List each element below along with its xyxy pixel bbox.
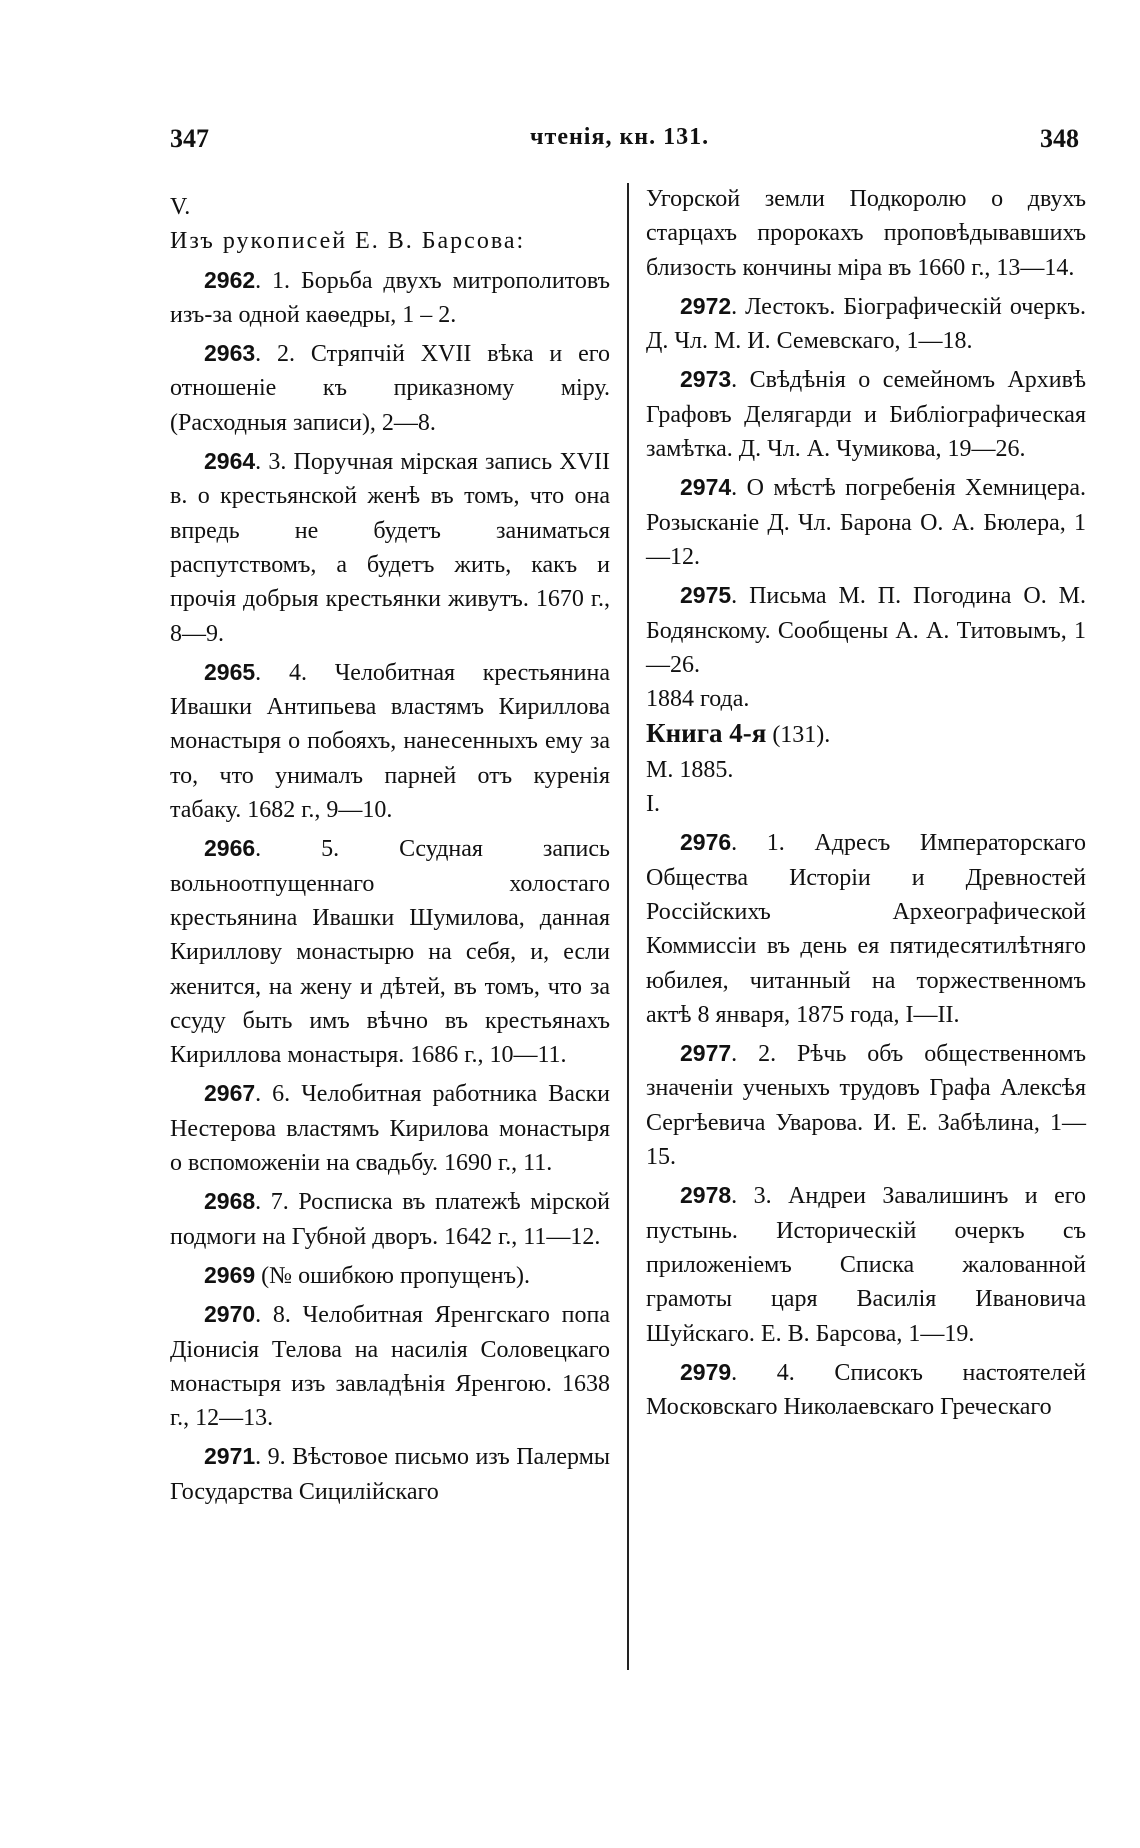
book-number: (131). bbox=[766, 722, 831, 749]
bibliography-entry bbox=[170, 1184, 610, 1254]
entry-text: . 8. Челобитная Яренгскаго попа Діонисія Телова на насилія Соловецкаго монастыря изъ завладѣнія Яренгою. 1638 г., 12—13. bbox=[170, 1302, 610, 1432]
entry-text: (№ ошибкою пропущенъ). bbox=[255, 1262, 531, 1289]
bibliography-entry bbox=[646, 289, 1086, 359]
entry-text: . 4. Челобитная крестьянина Ивашки Антипьева властямъ Кириллова монастыря о побояхъ, нанесенныхъ ему за то, что унималъ парней отъ куренія табаку. 1682 г., 9—10. bbox=[170, 659, 610, 824]
right-column bbox=[646, 182, 1086, 1424]
right-entry-list-a bbox=[646, 289, 1086, 682]
bibliography-entry bbox=[170, 1076, 610, 1180]
bibliography-entry bbox=[646, 578, 1086, 682]
right-entry-list-b bbox=[646, 825, 1086, 1424]
entry-number: 2978 bbox=[680, 1182, 732, 1209]
bibliography-entry bbox=[646, 825, 1086, 1032]
entry-text: . 2. Рѣчь объ общественномъ значеніи ученыхъ трудовъ Графа Алексѣя Сергѣевича Уварова. И. Е. Забѣлина, 1—15. bbox=[646, 1041, 1086, 1171]
entry-text: . 9. Вѣстовое письмо изъ Палермы Государства Сицилійскаго bbox=[170, 1444, 610, 1505]
entry-number: 2965 bbox=[204, 658, 256, 685]
entry-number: 2967 bbox=[204, 1080, 256, 1107]
page-number-left: 347 bbox=[170, 124, 209, 153]
entry-text: . 3. Поручная мірская запись XVII в. о крестьянской женѣ въ томъ, что она впредь не будетъ заниматься распутствомъ, а будетъ жить, какъ и прочія добрыя крестьянки живутъ. 1670 г., 8—9. bbox=[170, 449, 610, 647]
bibliography-entry bbox=[646, 1036, 1086, 1174]
entry-number: 2966 bbox=[204, 835, 256, 862]
book-heading bbox=[646, 716, 1086, 752]
section-heading-v: V. bbox=[170, 194, 191, 220]
bibliography-entry bbox=[170, 263, 610, 333]
entry-text: . 5. Ссудная запись вольноотпущеннаго холостаго крестьянина Ивашки Шумилова, данная Кириллову монастырю на себя, и, если женится, на жену и дѣтей, въ томъ, что за ссуду быть имъ вѣчно въ крестьянахъ Кириллова монастыря. 1686 г., 10—11. bbox=[170, 836, 610, 1069]
entry-number: 2962 bbox=[204, 266, 256, 293]
entry-text: . 3. Андреи Завалишинъ и его пустынь. Историческій очеркъ съ приложеніемъ Списка жалованной грамоты царя Василія Ивановича Шуйскаго. Е. В. Барсова, 1—19. bbox=[646, 1183, 1086, 1347]
entry-number: 2968 bbox=[204, 1188, 256, 1215]
entry-text: . 6. Челобитная работника Васки Нестерова властямъ Кирилова монастыря о вспоможеніи на свадьбу. 1690 г., 11. bbox=[170, 1081, 610, 1177]
page-number-right: 348 bbox=[1040, 124, 1079, 153]
entry-number: 2964 bbox=[204, 448, 256, 475]
bibliography-entry bbox=[646, 362, 1086, 466]
entry-text: . 7. Росписка въ платежѣ мірской подмоги на Губной дворъ. 1642 г., 11—12. bbox=[170, 1189, 610, 1250]
left-entry-list bbox=[170, 263, 610, 1509]
entry-number: 2975 bbox=[680, 582, 732, 609]
book-title: Книга 4-я bbox=[646, 718, 767, 749]
year-heading: 1884 года. bbox=[646, 686, 750, 713]
bibliography-entry bbox=[170, 1297, 610, 1435]
entry-text: . 4. Списокъ настоятелей Московскаго Николаевскаго Греческаго bbox=[646, 1359, 1086, 1421]
bibliography-entry bbox=[170, 1258, 610, 1293]
entry-text: . 1. Борьба двухъ митрополитовъ изъ-за одной каѳедры, 1 – 2. bbox=[170, 267, 610, 328]
entry-text: . Лестокъ. Біографическій очеркъ. Д. Чл. М. И. Семевскаго, 1—18. bbox=[646, 293, 1086, 355]
entry-number: 2977 bbox=[680, 1040, 732, 1067]
entry-number: 2972 bbox=[680, 292, 732, 319]
running-title: чтенія, кн. 131. bbox=[530, 124, 710, 150]
entry-text: . 1. Адресъ Императорскаго Общества Исторіи и Древностей Россійскихъ Археографической Коммиссіи въ день ея пятидесятилѣтняго юбилея, читанный на торжественномъ актѣ 8 января, 1875 года, I—II. bbox=[646, 830, 1086, 1028]
place-year: М. 1885. bbox=[646, 756, 734, 783]
entry-number: 2970 bbox=[204, 1301, 256, 1328]
bibliography-entry bbox=[646, 1355, 1086, 1425]
bibliography-entry bbox=[646, 1178, 1086, 1350]
bibliography-entry bbox=[646, 470, 1086, 574]
bibliography-entry bbox=[170, 655, 610, 827]
entry-number: 2976 bbox=[680, 829, 732, 856]
entry-number: 2979 bbox=[680, 1358, 732, 1385]
entry-number: 2974 bbox=[680, 474, 732, 501]
entry-number: 2963 bbox=[204, 340, 256, 367]
entry-text: . Письма М. П. Погодина О. М. Бодянскому. Сообщены А. А. Титовымъ, 1—26. bbox=[646, 583, 1086, 678]
bibliography-entry bbox=[170, 336, 610, 440]
section-heading-i: I. bbox=[646, 791, 660, 818]
bibliography-entry bbox=[170, 831, 610, 1072]
entry-text: . О мѣстѣ погребенія Хемницера. Розысканіе Д. Чл. Барона О. А. Бюлера, 1—12. bbox=[646, 475, 1086, 570]
source-heading: Изъ рукописей Е. В. Барсова: bbox=[170, 228, 526, 255]
entry-text: . Свѣдѣнія о семейномъ Архивѣ Графовъ Делягарди и Библіографическая замѣтка. Д. Чл. А. Чумикова, 19—26. bbox=[646, 367, 1086, 463]
entry-number: 2969 bbox=[204, 1261, 256, 1288]
bibliography-entry bbox=[170, 444, 610, 651]
entry-number: 2973 bbox=[680, 366, 732, 393]
entry-number: 2971 bbox=[204, 1443, 256, 1470]
bibliography-entry bbox=[170, 1439, 610, 1509]
continued-entry-text: Угорской земли Подкоролю о двухъ старцахъ пророкахъ проповѣдывавшихъ близость кончины міра въ 1660 г., 13—14. bbox=[646, 186, 1086, 281]
column-divider bbox=[627, 183, 629, 1670]
left-column bbox=[170, 190, 610, 1509]
entry-text: . 2. Стряпчій XVII вѣка и его отношеніе къ приказному міру. (Расходныя записи), 2—8. bbox=[170, 341, 610, 436]
